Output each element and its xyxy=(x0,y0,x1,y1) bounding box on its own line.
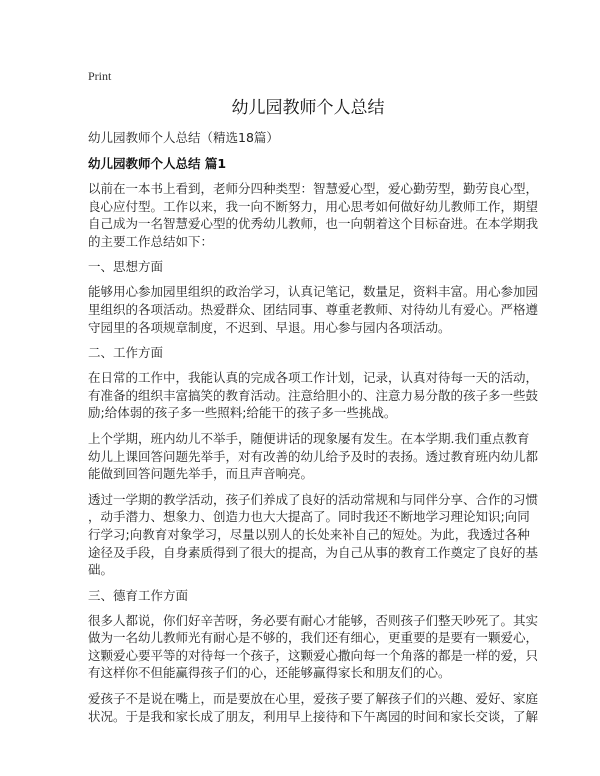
text-line: 爱孩子不是说在嘴上，而是要放在心里，爱孩子要了解孩子们的兴趣、爱好、家庭 xyxy=(88,691,539,707)
print-label: Print xyxy=(88,69,112,83)
text-line: 二、工作方面 xyxy=(88,345,164,361)
text-line: 幼儿上课回答问题先举手，对有改善的幼儿给予及时的表扬。透过教育班内幼儿都 xyxy=(88,448,539,464)
paragraph xyxy=(88,612,539,682)
text-line: 途径及手段，自身素质得到了很大的提高，为自己从事的教育工作奠定了良好的基 xyxy=(88,544,539,560)
text-line: 以前在一本书上看到，老师分四种类型：智慧爱心型，爱心勤劳型，勤劳良心型， xyxy=(88,181,539,196)
text-line: 的主要工作总结如下： xyxy=(88,233,214,249)
section-heading xyxy=(88,587,528,604)
text-line: 有这样你不但能赢得孩子们的心，还能够赢得家长和朋友们的心。 xyxy=(88,665,451,681)
paragraph xyxy=(88,690,539,725)
section-heading xyxy=(88,344,528,361)
paragraph xyxy=(88,369,539,422)
text-line: 能做到回答问题先举手，而且声音响亮。 xyxy=(88,466,314,482)
text-line: 良心应付型。工作以来，我一向不断努力，用心思考如何做好幼儿教师工作，期望 xyxy=(88,198,539,214)
document-page xyxy=(88,68,539,725)
paragraph xyxy=(88,283,539,336)
text-line: 励;给体弱的孩子多一些照料;给能干的孩子多一些挑战。 xyxy=(88,405,397,421)
text-line: 做为一名幼儿教师光有耐心是不够的，我们还有细心，更重要的是要有一颗爱心， xyxy=(88,630,539,646)
paragraph xyxy=(88,430,539,483)
text-line: 一、思想方面 xyxy=(88,259,164,275)
article-heading: 幼儿园教师个人总结 篇1 xyxy=(88,156,227,171)
text-line: ，动手潜力、想象力、创造力也大大提高了。同时我还不断地学习理论知识;向同 xyxy=(88,509,530,525)
paragraph xyxy=(88,180,539,250)
section-heading xyxy=(88,258,528,275)
text-line: 上个学期，班内幼儿不举手，随便讲话的现象屡有发生。在本学期.我们重点教育 xyxy=(88,430,530,446)
text-line: 能够用心参加园里组织的政治学习，认真记笔记，数量足，资料丰富。用心参加园 xyxy=(88,284,539,300)
article-body xyxy=(88,180,539,725)
text-line: 透过一学期的教学活动，孩子们养成了良好的活动常规和与同伴分享、合作的习惯 xyxy=(88,491,539,507)
text-line: 础。 xyxy=(88,562,114,578)
text-line: 三、德育工作方面 xyxy=(88,587,189,603)
text-line: 守园里的各项规章制度，不迟到、早退。用心参与园内各项活动。 xyxy=(88,319,451,335)
text-line: 在日常的工作中，我能认真的完成各项工作计划，记录，认真对待每一天的活动， xyxy=(88,370,539,386)
text-line: 很多人都说，你们好辛苦呀，务必要有耐心才能够，否则孩子们整天吵死了。其实 xyxy=(88,612,539,628)
document-subtitle: 幼儿园教师个人总结（精选18篇） xyxy=(88,130,279,145)
text-line: 有准备的组织丰富搞笑的教育活动。注意给胆小的、注意力易分散的孩子多一些鼓 xyxy=(88,387,539,403)
text-line: 行学习;向教育对象学习，尽量以别人的长处来补自己的短处。为此，我透过各种 xyxy=(88,526,530,542)
text-line: 里组织的各项活动。热爱群众、团结同事、尊重老教师、对待幼儿有爱心。严格遵 xyxy=(88,301,539,317)
document-title: 幼儿园教师个人总结 xyxy=(231,98,385,118)
text-line: 这颗爱心要平等的对待每一个孩子，这颗爱心撒向每一个角落的都是一样的爱，只 xyxy=(88,647,539,663)
text-line: 自己成为一名智慧爱心型的优秀幼儿教师，也一向朝着这个目标奋进。在本学期我 xyxy=(88,216,539,232)
text-line: 状况。于是我和家长成了朋友，利用早上接待和下午离园的时间和家长交谈，了解 xyxy=(88,708,539,724)
paragraph xyxy=(88,491,539,579)
